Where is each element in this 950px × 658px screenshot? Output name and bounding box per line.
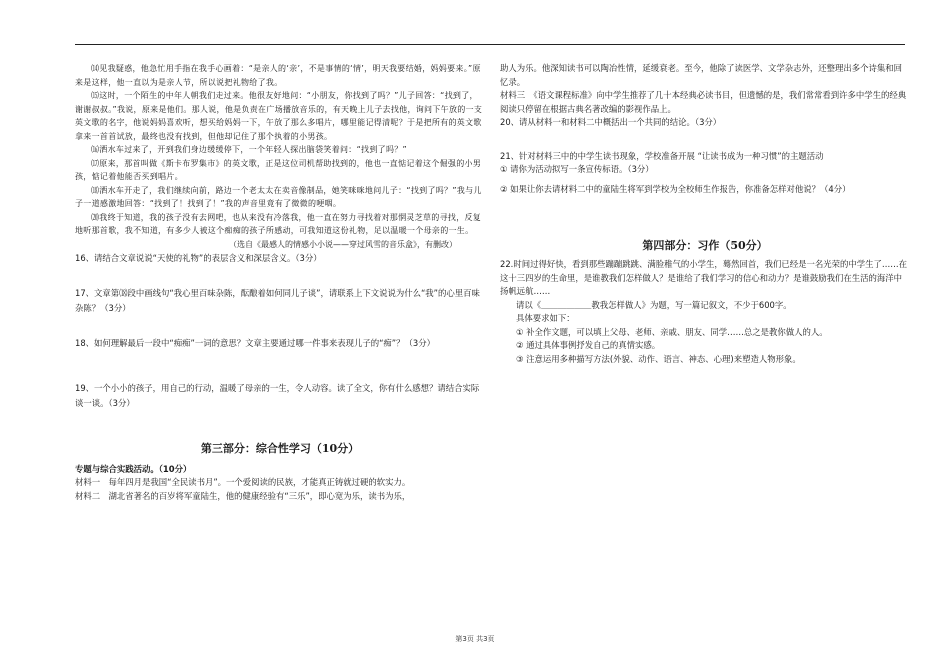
material-3: 材料三 《语文课程标准》向中学生推荐了几十本经典必读书目，但遗憾的是，我们常常看到许多中学生的经典阅读只停留在根据古典名著改编的影视作品上。 <box>500 90 907 114</box>
passage-source: （选自《最感人的情感小小说——穿过风雪的音乐盒》，有删改） <box>229 239 457 249</box>
question-21: 21、针对材料三中的中学生读书现象，学校准备开展 “让读书成为一种习惯”的主题活动 <box>500 150 824 161</box>
material-2: 材料二 湖北省著名的百岁将军童陆生，他的健康经验有“三乐”，即心宽为乐，读书为乐， <box>75 490 411 501</box>
question-17: 17、文章第⒅段中画线句“我心里百味杂陈，酝酿着如何同儿子谈”，请联系上下文说说为什么“我”的心里百味杂陈？（3分） <box>75 287 480 313</box>
reading-passage <box>75 62 485 251</box>
question-16: 16、请结合文章说说“天使的礼物”的表层含义和深层含义。（3分） <box>75 252 322 263</box>
paragraph-14: ⒁见我疑惑，他急忙用手指在我手心画着：“是亲人的‘亲’，不是事情的‘情’，明天我要结婚，妈妈要来。”原来是这样，他一直以为是亲人节，所以说把礼物给了我。 <box>75 64 481 87</box>
question-18: 18、如何理解最后一段中“痴痴”一词的意思？文章主要通过哪一件事来表现儿子的“痴”？（3分） <box>75 337 435 348</box>
question-21-2: ② 如果让你去请材料二中的童陆生将军到学校为全校师生作报告，你准备怎样对他说？（4分） <box>500 183 851 194</box>
paragraph-17: ⒄原来，那首叫做《斯卡布罗集市》的英文歌，正是这位司机帮助找到的，他也一直惦记着这个倔强的小男孩，惦记着他能否买到唱片。 <box>75 158 482 181</box>
topic-heading: 专题与综合实践活动。（10分） <box>75 463 192 474</box>
paragraph-16: ⒃洒水车过来了，开到我们身边缓缓停下，一个年轻人探出脑袋笑着问：“找到了吗？” <box>91 145 407 154</box>
paragraph-15: ⒂这时，一个陌生的中年人朝我们走过来。他很友好地问：“小朋友，你找到了吗？”儿子回答：“找到了，谢谢叔叔。”我说，原来是他们。那人说，他是负责在广场播放音乐的，有天晚上儿子去找他，询问下午放的一支英文歌的名字，他说妈妈喜欢听，想买给妈妈一下，午放了那么多唱片，哪里能记得清呢？于是把所有的英文歌拿来一首首试放，最终也没有找到，但他却记住了那个执着的小男孩。 <box>75 91 483 141</box>
header-rule <box>75 44 905 45</box>
question-19: 19、一个小小的孩子，用自己的行动，温暖了母亲的一生，令人动容。读了全文，你有什么感想？请结合实际谈一谈。（3分） <box>75 382 480 408</box>
paragraph-18: ⒅洒水车开走了，我们继续向前，路边一个老太太在卖音像制品，她笑咪咪地问儿子：“找到了吗？”我与儿子一道感激地回答：“找到了！找到了！”我的声音里竟有了微微的哽咽。 <box>75 185 482 208</box>
material-1: 材料一 每年四月是我国“全民读书月”。一个爱阅读的民族，才能真正铸就过硬的软实力。 <box>75 477 411 487</box>
material-2-continued: 助人为乐。他深知读书可以陶冶性情，延缓衰老。至今，他除了读医学、文学杂志外，还整理出多个诗集和回忆录。 <box>500 63 902 87</box>
section-4-title: 第四部分：习作（50分） <box>642 239 768 252</box>
requirements-title: 具体要求如下： <box>516 313 575 323</box>
section-3-title: 第三部分：综合性学习（10分） <box>200 441 360 455</box>
question-21-1: ① 请你为活动拟写一条宣传标语。（3分） <box>500 164 654 174</box>
right-column <box>500 62 910 366</box>
question-20: 20、请从材料一和材料二中概括出一个共同的结论。（3分） <box>500 117 722 127</box>
essay-prompt: 请以《＿＿＿＿＿＿教我怎样做人》为题，写一篇记叙文，不少于600字。 <box>516 299 792 310</box>
requirement-3: ③ 注意运用多种描写方法(外貌、动作、语言、神态、心理)来塑造人物形象。 <box>516 353 801 364</box>
page-footer: 第3页 共3页 <box>455 635 495 643</box>
requirement-1: ① 补全作文题，可以填上父母、老师、亲戚、朋友、同学……总之是教你做人的人。 <box>516 326 828 337</box>
question-22: 22.时间过得好快，看到那些蹦蹦跳跳、满脸稚气的小学生，蓦然回首，我们已经是一名光荣的中学生了……在这十三四岁的生命里，是谁教我们怎样做人？是谁给了我们学习的信心和动力？是谁鼓励我们在生活的海洋中扬帆远航…… <box>500 259 907 296</box>
left-column <box>75 62 485 503</box>
requirement-2: ② 通过具体事例抒发自己的真情实感。 <box>516 340 661 350</box>
paragraph-20: ⒇我终于知道，我的孩子没有去网吧，也从来没有冷落我，他一直在努力寻找着对那惘灵芝草的寻找，反复地听那首歌，我不知道，有多少人被这个痴痴的孩子所感动，可我知道这份礼物，足以温暖一个母亲的一生。 <box>75 212 482 235</box>
